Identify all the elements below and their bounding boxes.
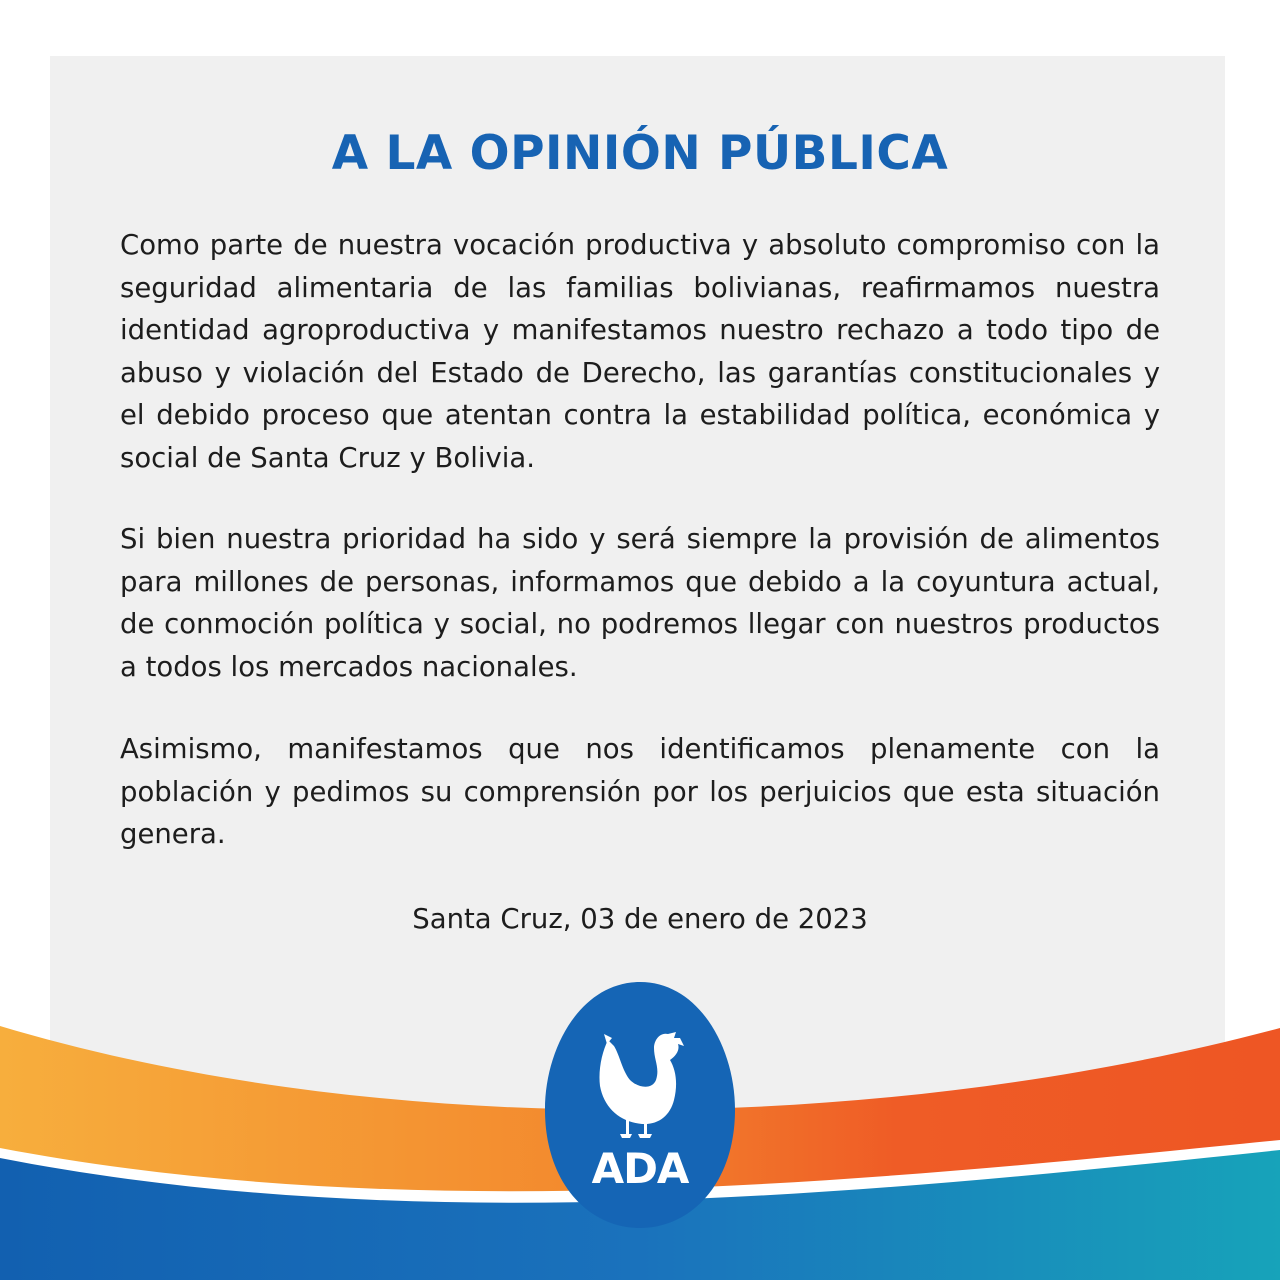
date-line: Santa Cruz, 03 de enero de 2023 <box>412 903 868 935</box>
logo-text: ADA <box>591 1144 689 1193</box>
paragraph-2: Si bien nuestra prioridad ha sido y será siempre la provisión de alimentos para millones de personas, informamos que debido a la coyuntura actual, de conmoción política y social, no podremos llegar con nuestros productos a todos los mercados nacionales. <box>120 523 1160 683</box>
paragraph-1: Como parte de nuestra vocación productiva y absoluto compromiso con la seguridad alimentaria de las familias bolivianas, reafirmamos nuestra identidad agroproductiva y manifestamos nuestro rechazo a todo tipo de abuso y violación del Estado de Derecho, las garantías constitucionales y el debido proceso que atentan contra la estabilidad política, económica y social de Santa Cruz y Bolivia. <box>120 229 1160 474</box>
paragraph-3: Asimismo, manifestamos que nos identificamos plenamente con la población y pedimos su comprensión por los perjuicios que esta situación genera. <box>120 733 1160 850</box>
page-title: A LA OPINIÓN PÚBLICA <box>331 126 949 181</box>
